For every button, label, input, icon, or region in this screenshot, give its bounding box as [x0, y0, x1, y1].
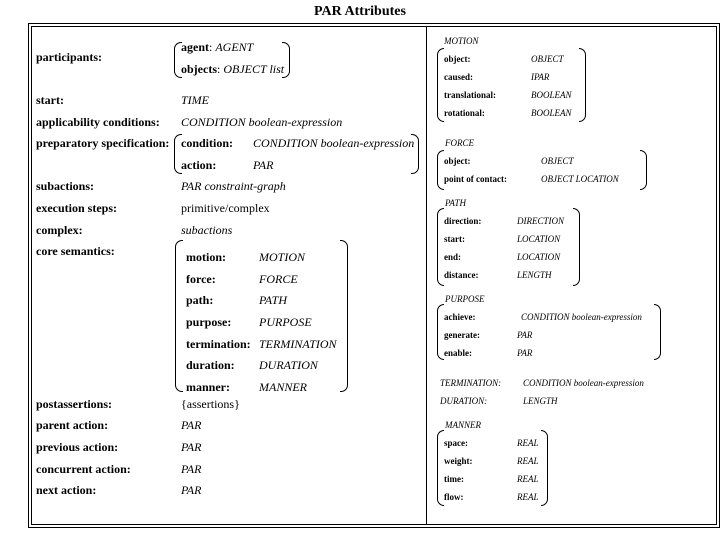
path-right-bracket	[573, 208, 580, 286]
participants-agent-value: AGENT	[215, 40, 254, 54]
preparatory-condition-key	[181, 136, 233, 151]
preparatory-action-value: PAR	[253, 158, 274, 172]
participants-objects: objects: OBJECT list	[181, 62, 285, 76]
core-path-value: PATH	[259, 293, 288, 307]
manner-weight-key: weight:	[444, 456, 473, 466]
complex-value: subactions	[181, 223, 233, 237]
purpose-header: PURPOSE	[445, 294, 485, 304]
force-object-key: object:	[444, 156, 471, 166]
core-manner-value: MANNER	[259, 380, 307, 394]
preparatory-label: preparatory specification:	[36, 136, 170, 150]
core-termination-key	[186, 337, 251, 352]
page-title: PAR Attributes	[314, 4, 406, 19]
core-duration-value: DURATION	[259, 358, 318, 372]
next-action-value: PAR	[181, 483, 202, 497]
path-start-value: LOCATION	[517, 234, 561, 244]
motion-translational-key: translational:	[444, 90, 497, 100]
core-semantics-label: core semantics:	[36, 244, 115, 258]
preparatory-action-key-text: action:	[181, 158, 217, 172]
participants-objects-value: OBJECT list	[223, 62, 285, 76]
execution-label: execution steps:	[36, 201, 117, 215]
duration-value: LENGTH	[523, 396, 558, 406]
manner-space-value: REAL	[517, 438, 539, 448]
path-distance-key: distance:	[444, 270, 479, 280]
core-duration-key-text: duration:	[186, 358, 235, 372]
concurrent-action-value: PAR	[181, 462, 202, 476]
manner-time-value: REAL	[517, 474, 539, 484]
force-header: FORCE	[445, 138, 474, 148]
manner-weight-value: REAL	[517, 456, 539, 466]
parent-action-label: parent action:	[36, 418, 109, 432]
complex-label: complex:	[36, 223, 83, 237]
core-purpose-value: PURPOSE	[259, 315, 312, 329]
core-termination-value: TERMINATION	[259, 337, 337, 351]
parent-action-value: PAR	[181, 418, 202, 432]
path-direction-value: DIRECTION	[517, 216, 564, 226]
core-force-key	[186, 272, 216, 287]
core-manner-key	[186, 380, 230, 395]
duration-key: DURATION:	[440, 396, 488, 406]
purpose-left-bracket	[437, 304, 444, 360]
next-action-label: next action:	[36, 483, 97, 497]
postassertions-label: postassertions:	[36, 397, 113, 411]
core-motion-key-text: motion:	[186, 250, 226, 264]
participants-agent: agent: AGENT	[181, 40, 254, 54]
subactions-label: subactions:	[36, 179, 95, 193]
force-left-bracket	[437, 150, 444, 190]
core-path-key	[186, 293, 213, 308]
motion-caused-value: IPAR	[531, 72, 550, 82]
path-left-bracket	[437, 208, 444, 286]
motion-right-bracket	[579, 48, 586, 122]
start-value: TIME	[181, 93, 209, 107]
core-termination-key-text: termination:	[186, 337, 251, 351]
purpose-enable-value: PAR	[517, 348, 533, 358]
execution-value: primitive/complex	[181, 201, 270, 215]
path-end-key: end:	[444, 252, 462, 262]
force-object-value: OBJECT	[541, 156, 574, 166]
core-manner-key-text: manner:	[186, 380, 230, 394]
core-duration-key	[186, 358, 235, 373]
purpose-achieve-value: CONDITION boolean-expression	[521, 312, 642, 322]
manner-space-key: space:	[444, 438, 468, 448]
manner-flow-key: flow:	[444, 492, 464, 502]
participants-objects-key: objects	[181, 62, 217, 76]
manner-right-bracket	[541, 430, 548, 506]
subactions-value: PAR constraint-graph	[181, 179, 286, 193]
force-right-bracket	[640, 150, 647, 190]
purpose-achieve-key: achieve:	[444, 312, 476, 322]
start-label: start:	[36, 93, 64, 107]
core-path-key-text: path:	[186, 293, 214, 307]
termination-value: CONDITION boolean-expression	[523, 378, 644, 388]
manner-left-bracket	[437, 430, 444, 506]
motion-rotational-key: rotational:	[444, 108, 485, 118]
preparatory-condition-value: CONDITION boolean-expression	[253, 136, 415, 150]
motion-translational-value: BOOLEAN	[531, 90, 572, 100]
applicability-value: CONDITION boolean-expression	[181, 115, 343, 129]
core-left-bracket	[175, 240, 183, 392]
core-purpose-key-text: purpose:	[186, 315, 232, 329]
path-header: PATH	[445, 198, 467, 208]
previous-action-label: previous action:	[36, 440, 119, 454]
participants-label: participants:	[36, 50, 102, 64]
motion-left-bracket	[437, 48, 444, 122]
core-right-bracket	[340, 240, 348, 392]
preparatory-action-key	[181, 158, 216, 173]
path-direction-key: direction:	[444, 216, 482, 226]
column-divider	[426, 26, 427, 525]
previous-action-value: PAR	[181, 440, 202, 454]
path-start-key: start:	[444, 234, 465, 244]
termination-key: TERMINATION:	[440, 378, 502, 388]
core-force-value: FORCE	[259, 272, 298, 286]
motion-object-value: OBJECT	[531, 54, 564, 64]
force-contact-key: point of contact:	[444, 174, 507, 184]
inner-frame	[31, 26, 717, 525]
postassertions-value: {assertions}	[181, 397, 240, 411]
motion-header: MOTION	[444, 36, 479, 46]
path-distance-value: LENGTH	[517, 270, 552, 280]
applicability-label: applicability conditions:	[36, 115, 160, 129]
core-motion-value: MOTION	[259, 250, 306, 264]
force-contact-value: OBJECT LOCATION	[541, 174, 619, 184]
purpose-right-bracket	[654, 304, 661, 360]
motion-object-key: object:	[444, 54, 471, 64]
core-purpose-key	[186, 315, 231, 330]
concurrent-action-label: concurrent action:	[36, 462, 131, 476]
preparatory-condition-key-text: condition:	[181, 136, 234, 150]
purpose-enable-key: enable:	[444, 348, 472, 358]
manner-header: MANNER	[445, 420, 481, 430]
manner-flow-value: REAL	[517, 492, 539, 502]
participants-agent-key: agent	[181, 40, 209, 54]
purpose-generate-key: generate:	[444, 330, 480, 340]
path-end-value: LOCATION	[517, 252, 561, 262]
purpose-generate-value: PAR	[517, 330, 533, 340]
motion-rotational-value: BOOLEAN	[531, 108, 572, 118]
manner-time-key: time:	[444, 474, 464, 484]
motion-caused-key: caused:	[444, 72, 473, 82]
core-force-key-text: force:	[186, 272, 216, 286]
core-motion-key	[186, 250, 226, 265]
